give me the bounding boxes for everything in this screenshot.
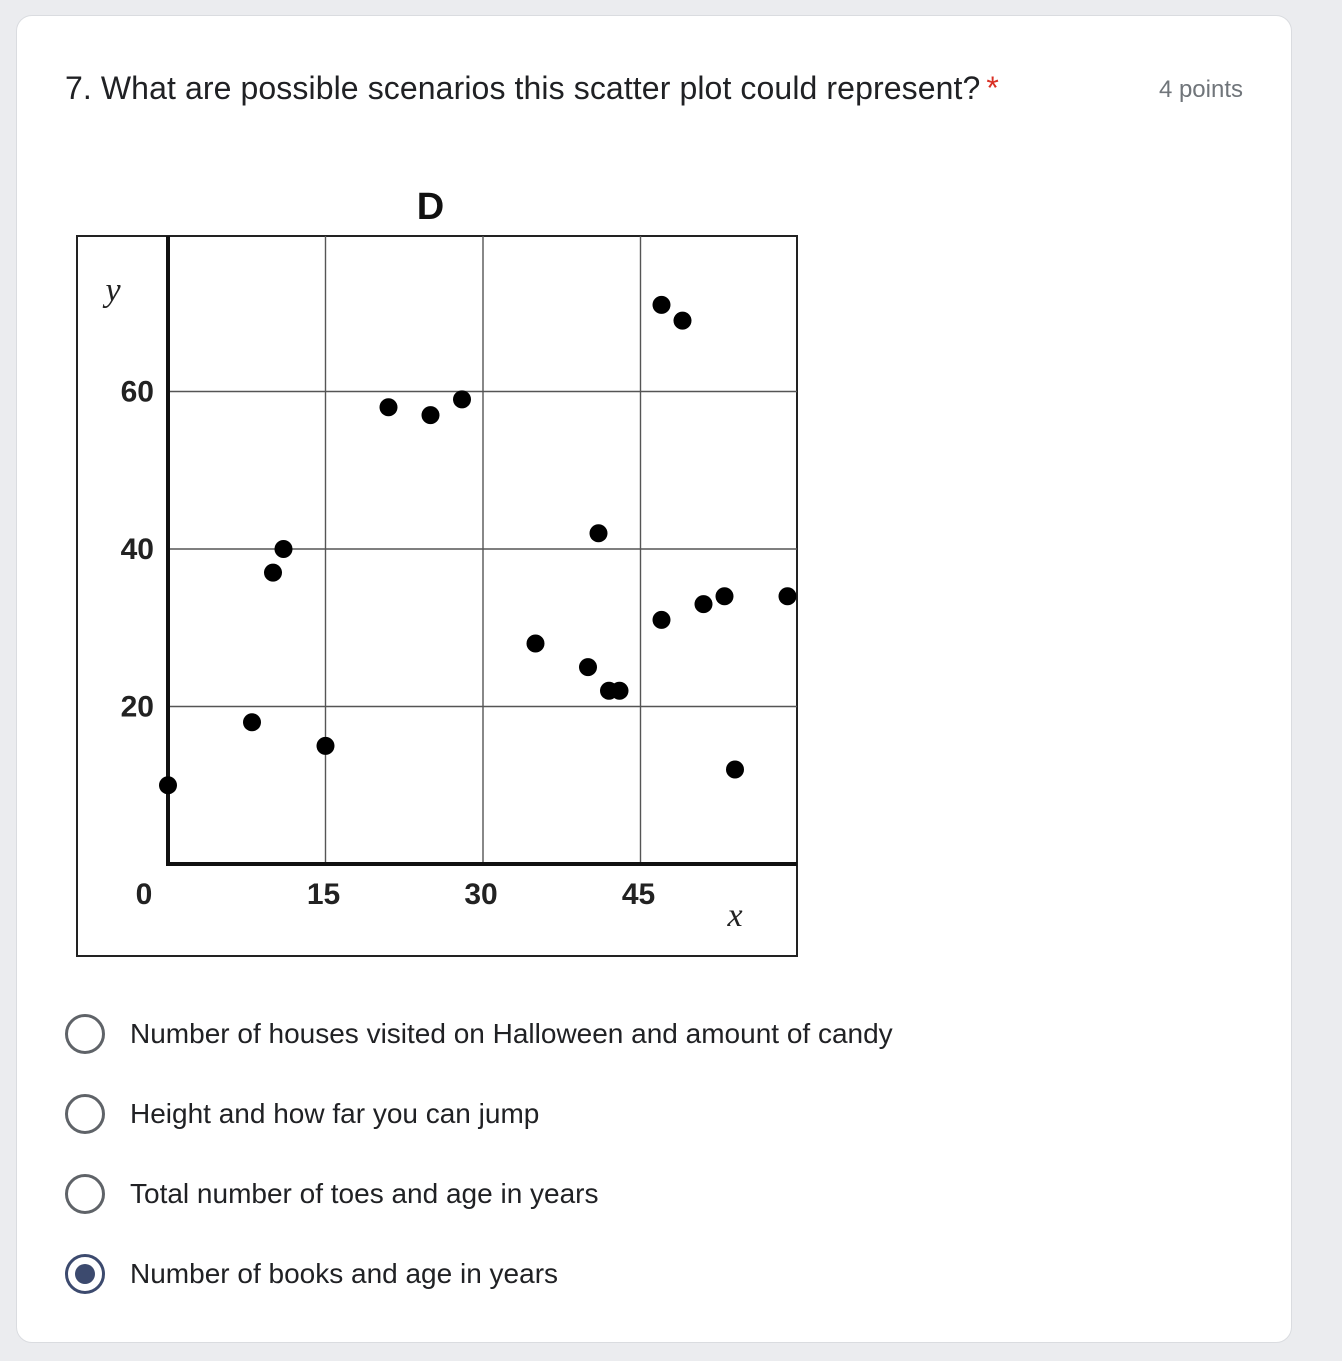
- option-halloween[interactable]: [65, 994, 893, 1074]
- y-axis-label: y: [105, 272, 121, 309]
- chart-frame: [77, 236, 797, 956]
- x-axis-label: x: [727, 897, 743, 934]
- data-point: [527, 635, 545, 653]
- y-tick-label: 40: [120, 533, 154, 566]
- x-tick-label: 15: [306, 878, 341, 911]
- x-tick-label: 0: [135, 878, 153, 911]
- data-point: [653, 296, 671, 314]
- data-point: [159, 776, 177, 794]
- option-books-age[interactable]: [65, 1234, 893, 1314]
- option-label: Number of books and age in years: [130, 1258, 559, 1289]
- option-label: Total number of toes and age in years: [130, 1178, 599, 1209]
- data-point: [674, 312, 692, 330]
- data-point: [380, 398, 398, 416]
- radio-dot: [75, 1264, 95, 1284]
- data-point: [264, 564, 282, 582]
- data-point: [716, 587, 734, 605]
- scatter-chart: [73, 186, 813, 976]
- points-label: 4 points: [1158, 76, 1243, 103]
- data-point: [579, 658, 597, 676]
- y-tick-label: 20: [120, 690, 154, 724]
- required-asterisk: *: [986, 70, 999, 106]
- radio-button[interactable]: [65, 1094, 105, 1134]
- data-point: [726, 761, 744, 779]
- x-tick-label: 30: [464, 878, 498, 911]
- radio-button[interactable]: [65, 1014, 105, 1054]
- radio-button[interactable]: [65, 1254, 105, 1294]
- question-text: 7. What are possible scenarios this scatter plot could represent?: [65, 70, 981, 106]
- scatter-plot-svg: [73, 186, 813, 976]
- data-point: [317, 737, 335, 755]
- radio-button[interactable]: [65, 1174, 105, 1214]
- question-title: [65, 70, 999, 107]
- options-list: [65, 994, 893, 1314]
- option-label: Height and how far you can jump: [130, 1098, 540, 1129]
- y-tick-label: 60: [120, 375, 154, 409]
- data-point: [243, 713, 261, 731]
- data-point: [590, 524, 608, 542]
- chart-title: D: [416, 186, 445, 228]
- data-point: [275, 540, 293, 558]
- x-tick-label: 45: [621, 878, 656, 911]
- question-card: [16, 15, 1292, 1343]
- data-point: [453, 390, 471, 408]
- data-point: [779, 587, 797, 605]
- data-point: [611, 682, 629, 700]
- data-point: [695, 595, 713, 613]
- data-point: [653, 611, 671, 629]
- option-height-jump[interactable]: [65, 1074, 893, 1154]
- data-point: [422, 406, 440, 424]
- option-label: Number of houses visited on Halloween and amount of candy: [130, 1018, 893, 1049]
- option-toes-age[interactable]: [65, 1154, 893, 1234]
